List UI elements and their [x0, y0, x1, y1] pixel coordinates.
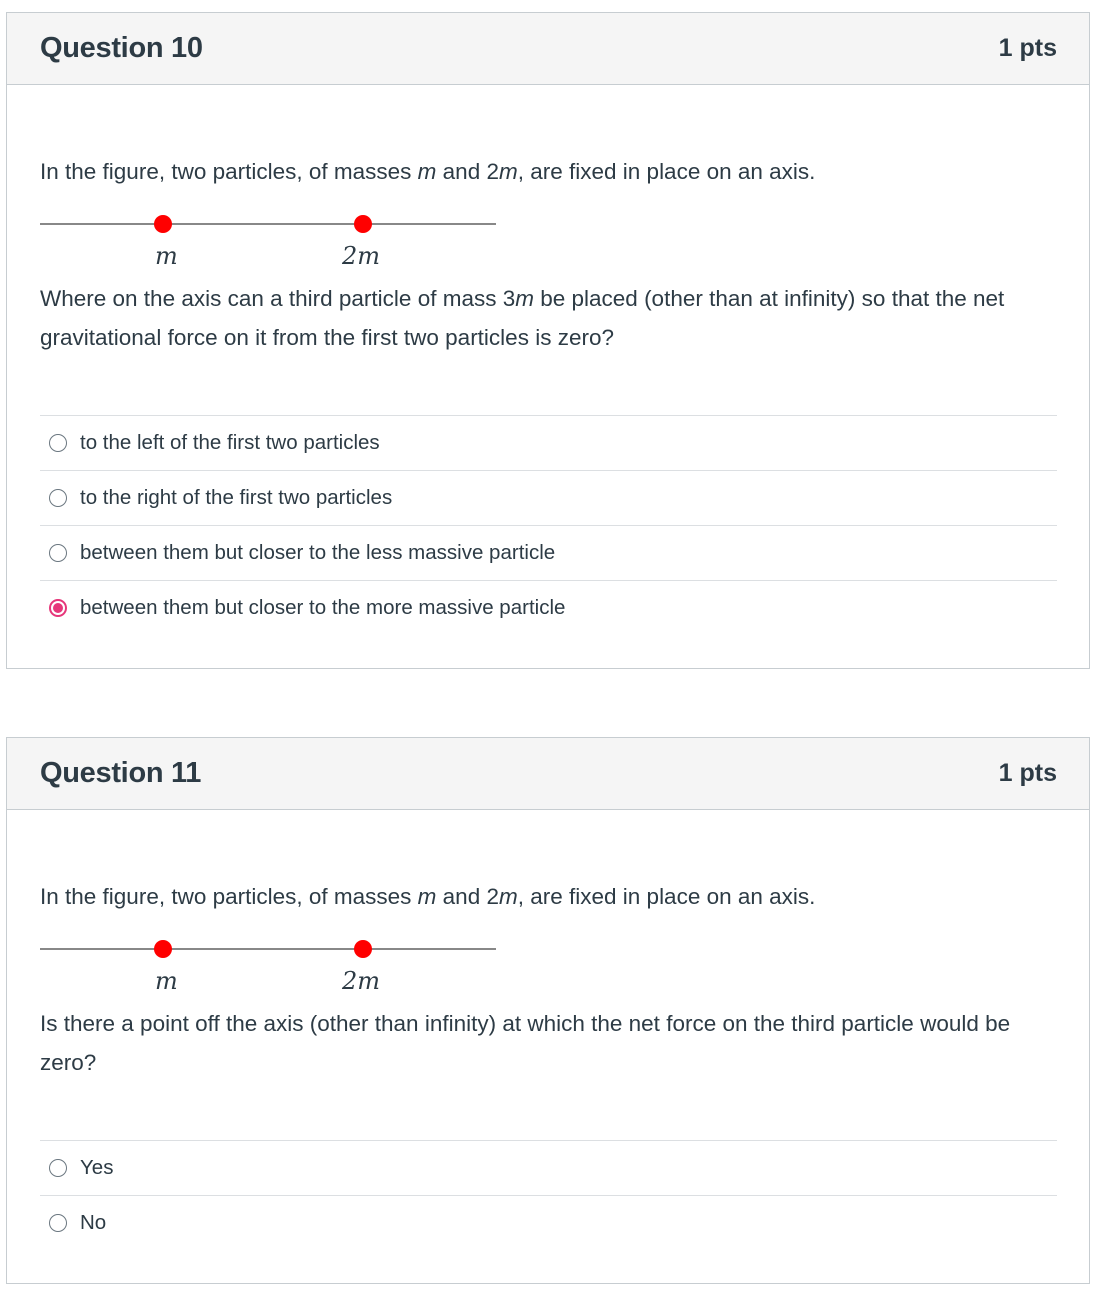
answer-list — [40, 1140, 1057, 1250]
label-2m: 2m — [342, 967, 381, 995]
radio-button[interactable] — [49, 1159, 67, 1177]
answer-option[interactable] — [40, 525, 1057, 580]
question-intro — [40, 877, 1057, 916]
prompt-mass: m — [515, 286, 534, 311]
question-points: 1 pts — [998, 759, 1057, 787]
particle-figure — [40, 931, 500, 1001]
question-body — [7, 877, 1089, 1082]
answer-option[interactable] — [40, 1140, 1057, 1195]
intro-prefix: In the figure, two particles, of masses — [40, 159, 418, 184]
question-prompt — [40, 279, 1057, 357]
intro-suffix: , are fixed in place on an axis. — [517, 159, 816, 184]
answer-label: No — [80, 1211, 107, 1234]
radio-button[interactable] — [49, 1214, 67, 1232]
particle-figure — [40, 206, 500, 276]
question-prompt: Is there a point off the axis (other than infinity) at which the net force on the third particle would be zero? — [40, 1011, 1011, 1075]
question-10-card — [6, 12, 1090, 669]
answer-label: Yes — [80, 1156, 114, 1179]
answer-option[interactable] — [40, 580, 1057, 635]
radio-button-selected[interactable] — [49, 599, 67, 617]
answer-option[interactable] — [40, 415, 1057, 470]
question-intro — [40, 152, 1057, 191]
label-m: m — [155, 967, 178, 995]
particle-m — [154, 215, 172, 233]
answer-option[interactable] — [40, 1195, 1057, 1250]
answer-label: to the right of the first two particles — [80, 486, 393, 509]
intro-mid: and 2 — [436, 159, 499, 184]
prompt-suffix: be placed (other than at infinity) so that the net gravitational force on it from the first two particles is zero? — [40, 286, 1005, 350]
radio-button[interactable] — [49, 434, 67, 452]
particle-m — [154, 940, 172, 958]
intro-mid: and 2 — [436, 884, 499, 909]
prompt-prefix: Where on the axis can a third particle of mass 3 — [40, 286, 516, 311]
question-header — [7, 738, 1089, 810]
answer-label: to the left of the first two particles — [80, 431, 380, 454]
question-body — [7, 152, 1089, 357]
intro-prefix: In the figure, two particles, of masses — [40, 884, 418, 909]
intro-mass-2: m — [498, 884, 518, 909]
question-title: Question 10 — [40, 32, 203, 64]
intro-mass-1: m — [417, 884, 437, 909]
intro-mass-2: m — [498, 159, 518, 184]
answer-label: between them but closer to the more massive particle — [80, 596, 566, 619]
answer-label: between them but closer to the less massive particle — [80, 541, 556, 564]
question-header — [7, 13, 1089, 85]
intro-mass-1: m — [417, 159, 437, 184]
particle-2m — [354, 940, 372, 958]
question-title: Question 11 — [40, 757, 202, 789]
answer-list — [40, 415, 1057, 635]
question-points: 1 pts — [998, 34, 1057, 62]
intro-suffix: , are fixed in place on an axis. — [517, 884, 816, 909]
label-m: m — [155, 242, 178, 270]
answer-option[interactable] — [40, 470, 1057, 525]
particle-2m — [354, 215, 372, 233]
question-11-card — [6, 737, 1090, 1284]
radio-button[interactable] — [49, 544, 67, 562]
label-2m: 2m — [342, 242, 381, 270]
radio-button[interactable] — [49, 489, 67, 507]
